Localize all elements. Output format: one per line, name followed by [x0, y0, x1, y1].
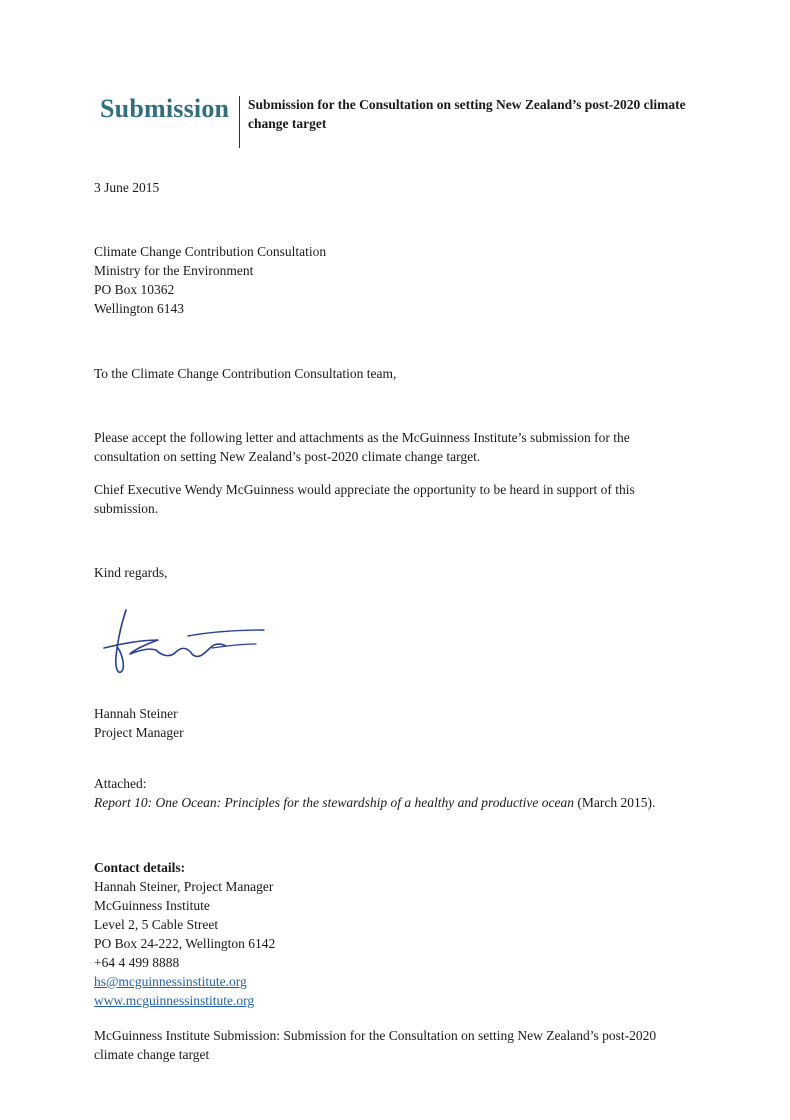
contact-email-link[interactable]: hs@mcguinnessinstitute.org: [94, 974, 247, 989]
letter-date: [94, 178, 159, 197]
contact-line-1: Hannah Steiner, Project Manager: [94, 879, 274, 894]
recipient-line-3: PO Box 10362: [94, 282, 175, 297]
submission-title-line-1: Submission for the Consultation on setting New Zealand’s post-2020 climate: [248, 97, 686, 112]
signatory-block: [94, 704, 184, 742]
salutation: [94, 364, 396, 383]
attached-report-title: Report 10: One Ocean: Principles for the stewardship of a healthy and productive ocean: [94, 795, 575, 810]
footer-line-2: climate change target: [94, 1047, 210, 1062]
signature-stroke-3: [188, 630, 264, 636]
closing-text: Kind regards,: [94, 565, 168, 580]
attached-report: [94, 793, 655, 812]
attached-report-date: (March 2015).: [574, 795, 656, 810]
contact-line-2: McGuinness Institute: [94, 898, 210, 913]
body-p1-line-1: Please accept the following letter and attachments as the McGuinness Institute’s submission for the: [94, 430, 630, 445]
contact-details: [94, 858, 275, 1010]
closing: [94, 563, 167, 582]
recipient-line-4: Wellington 6143: [94, 301, 185, 316]
signature-stroke-2: [104, 640, 226, 656]
attached-label: Attached:: [94, 776, 147, 791]
contact-website-link[interactable]: www.mcguinnessinstitute.org: [94, 993, 255, 1008]
date-text: 3 June 2015: [94, 180, 160, 195]
header-divider: [239, 96, 240, 148]
submission-title: [248, 95, 738, 133]
signatory-name: Hannah Steiner: [94, 706, 178, 721]
recipient-line-1: Climate Change Contribution Consultation: [94, 244, 327, 259]
document-header: [100, 92, 740, 148]
submission-title-line-2: change target: [248, 116, 327, 131]
attachments: [94, 774, 655, 812]
salutation-text: To the Climate Change Contribution Consultation team,: [94, 366, 397, 381]
signature-stroke-1: [116, 610, 126, 672]
contact-heading: Contact details:: [94, 860, 186, 875]
recipient-address: [94, 242, 326, 318]
body-p2-line-1: Chief Executive Wendy McGuinness would appreciate the opportunity to be heard in support of this: [94, 482, 635, 497]
body-paragraph-1: [94, 428, 630, 466]
body-p2-line-2: submission.: [94, 501, 159, 516]
signatory-role: Project Manager: [94, 725, 184, 740]
body-paragraph-2: [94, 480, 635, 518]
footer-line-1: McGuinness Institute Submission: Submission for the Consultation on setting New Zealand’s post-2020: [94, 1028, 657, 1043]
page-footer: [94, 1026, 656, 1064]
contact-line-4: PO Box 24-222, Wellington 6142: [94, 936, 276, 951]
handwritten-signature: [100, 604, 268, 678]
contact-phone: +64 4 499 8888: [94, 955, 180, 970]
contact-line-3: Level 2, 5 Cable Street: [94, 917, 219, 932]
body-p1-line-2: consultation on setting New Zealand’s post-2020 climate change target.: [94, 449, 481, 464]
recipient-line-2: Ministry for the Environment: [94, 263, 254, 278]
submission-heading: Submission: [100, 94, 230, 123]
